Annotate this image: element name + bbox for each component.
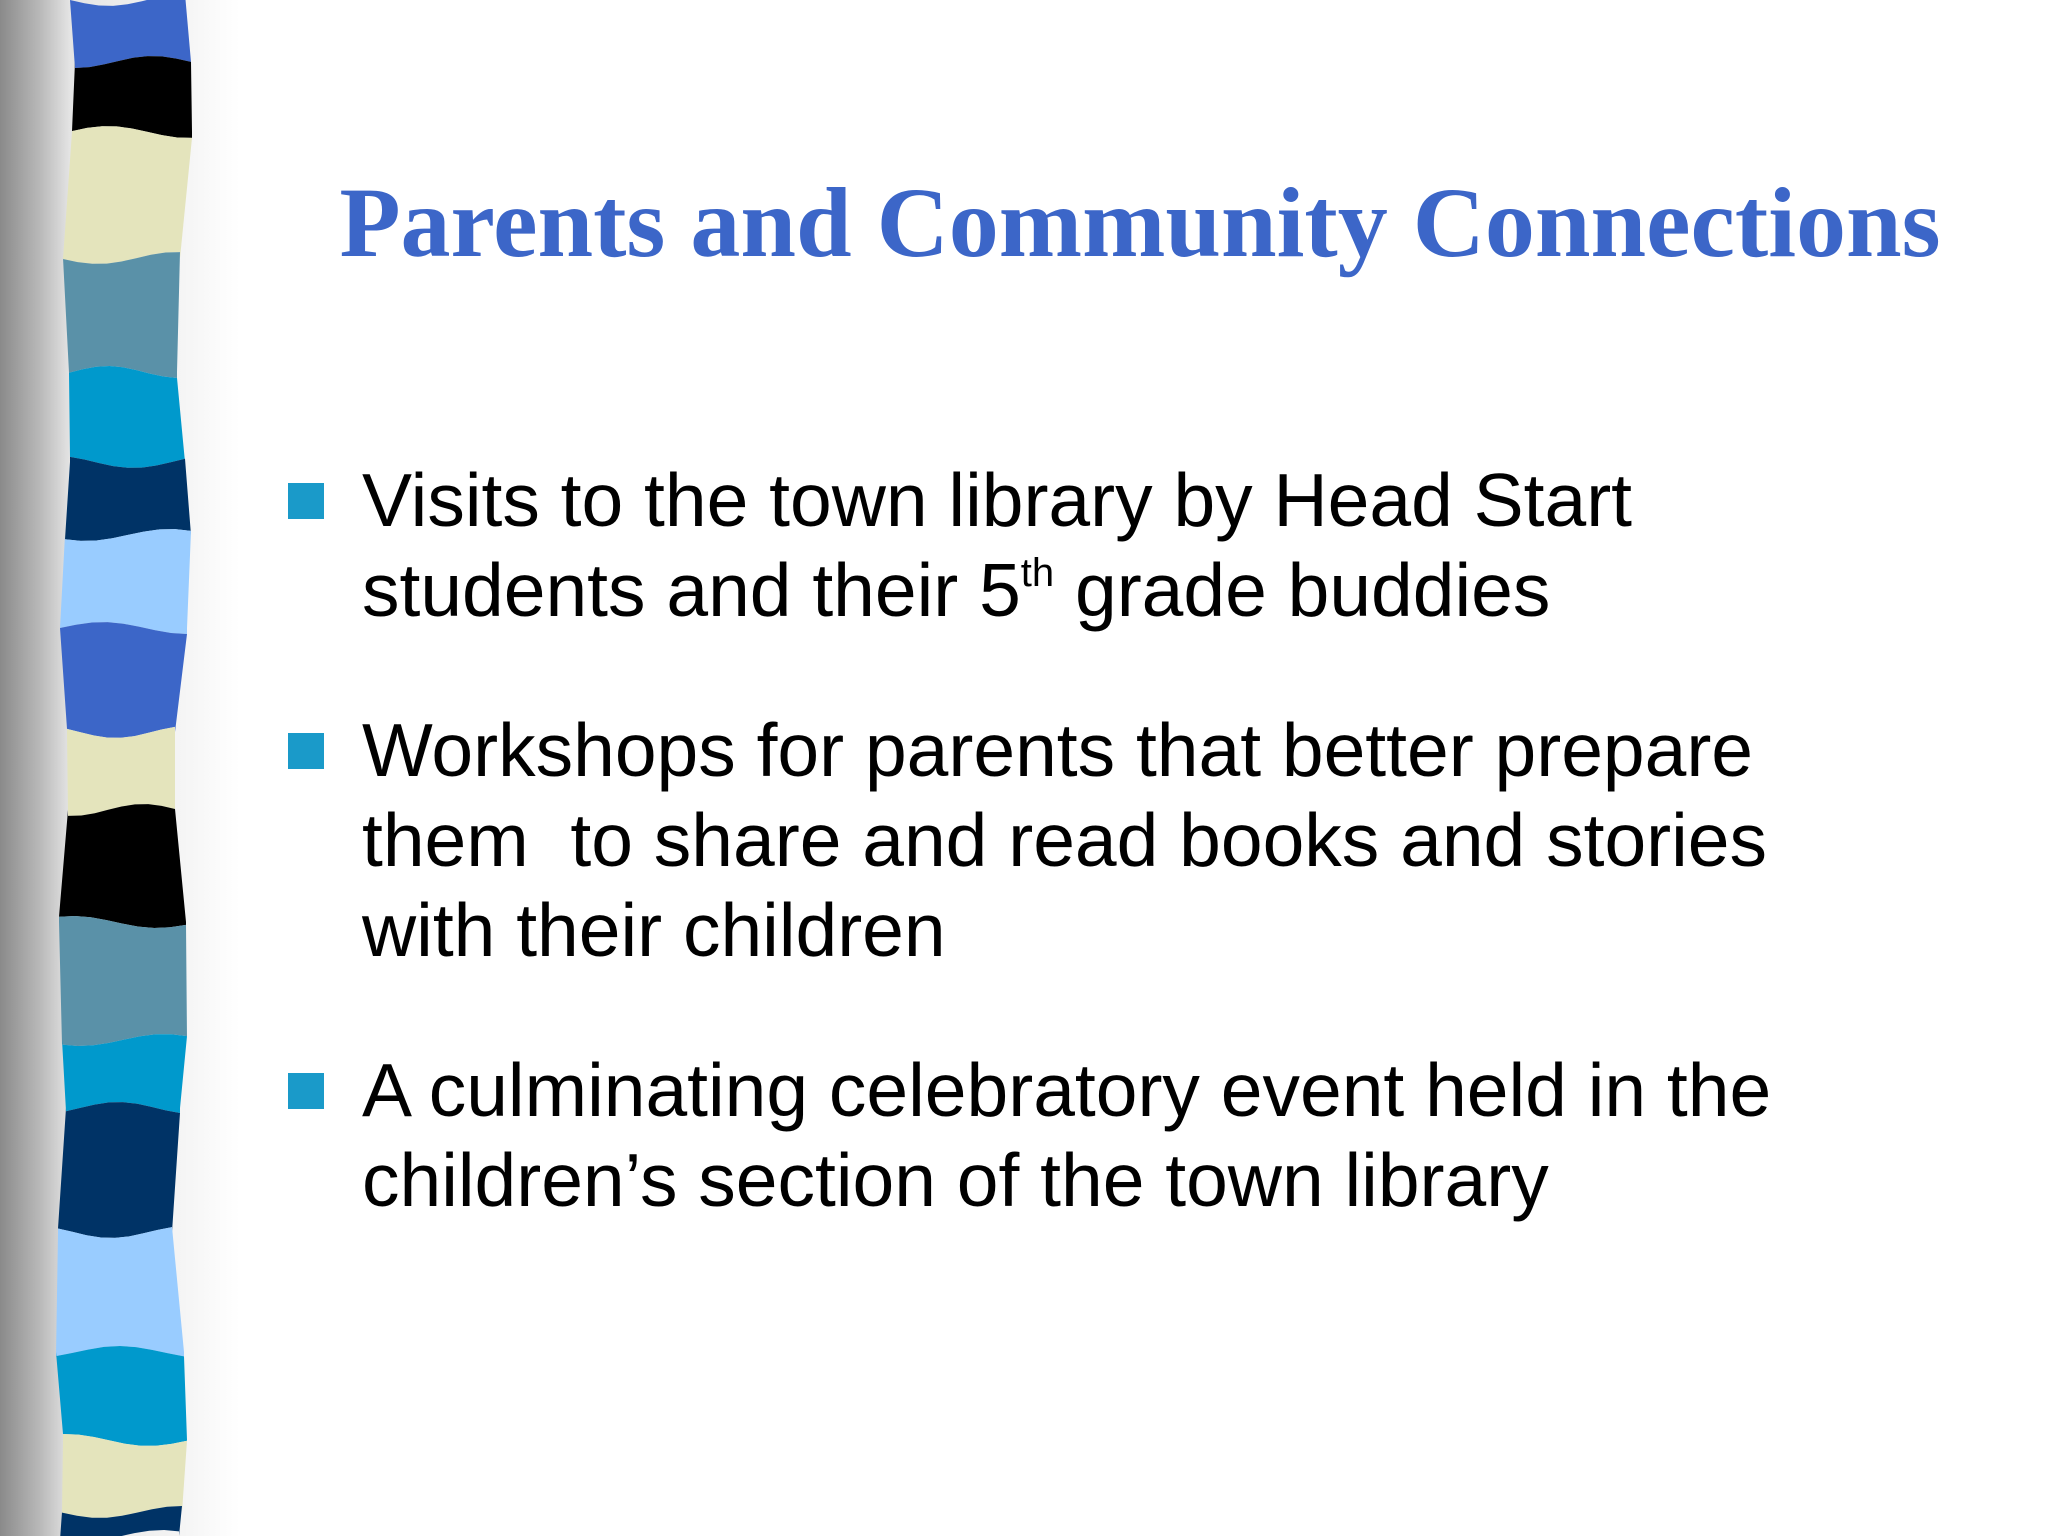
bullet-item [288,1045,2008,1225]
decorative-stripe-segment [56,1346,187,1446]
decorative-stripe-segment [63,126,192,264]
slide-title: Parents and Community Connections [339,167,1941,278]
bullet-item [288,455,2008,635]
decorative-stripe-segment [58,1102,180,1238]
decorative-stripe-segment [59,916,187,1046]
bullet-text-segment: Visits to the town library by Head Start students and their 5 [362,458,1633,632]
bullet-item [288,705,2008,975]
decorative-stripe-segment [67,727,175,816]
decorative-stripe-column [0,0,240,1536]
ordinal-superscript: th [1020,551,1055,595]
square-bullet-icon [288,1073,324,1109]
bullet-text [362,455,1632,635]
square-bullet-icon [288,733,324,769]
decorative-stripe-segment [60,529,191,634]
decorative-stripe-segment [63,252,180,378]
decorative-stripe-segment [60,622,187,738]
bullet-list [288,455,2008,1295]
decorative-stripe-segment [62,1434,187,1518]
decorative-stripe-segment [65,457,191,541]
bullet-text-segment: Workshops for parents that better prepare them to share and read books and stories with their children [362,708,1768,972]
decorative-stripe-segment [59,804,186,928]
bullet-text-segment: grade buddies [1054,548,1551,632]
square-bullet-icon [288,483,324,519]
decorative-stripe-segment [69,366,185,468]
bullet-text [362,1045,1771,1225]
decorative-stripe-segment [62,1034,187,1113]
decorative-stripe-segment [72,56,192,138]
bullet-text-segment: A culminating celebratory event held in the children’s section of the town library [362,1048,1772,1222]
decorative-stripe-segment [70,0,191,68]
bullet-text [362,705,1767,975]
decorative-stripe-segment [56,1227,184,1356]
